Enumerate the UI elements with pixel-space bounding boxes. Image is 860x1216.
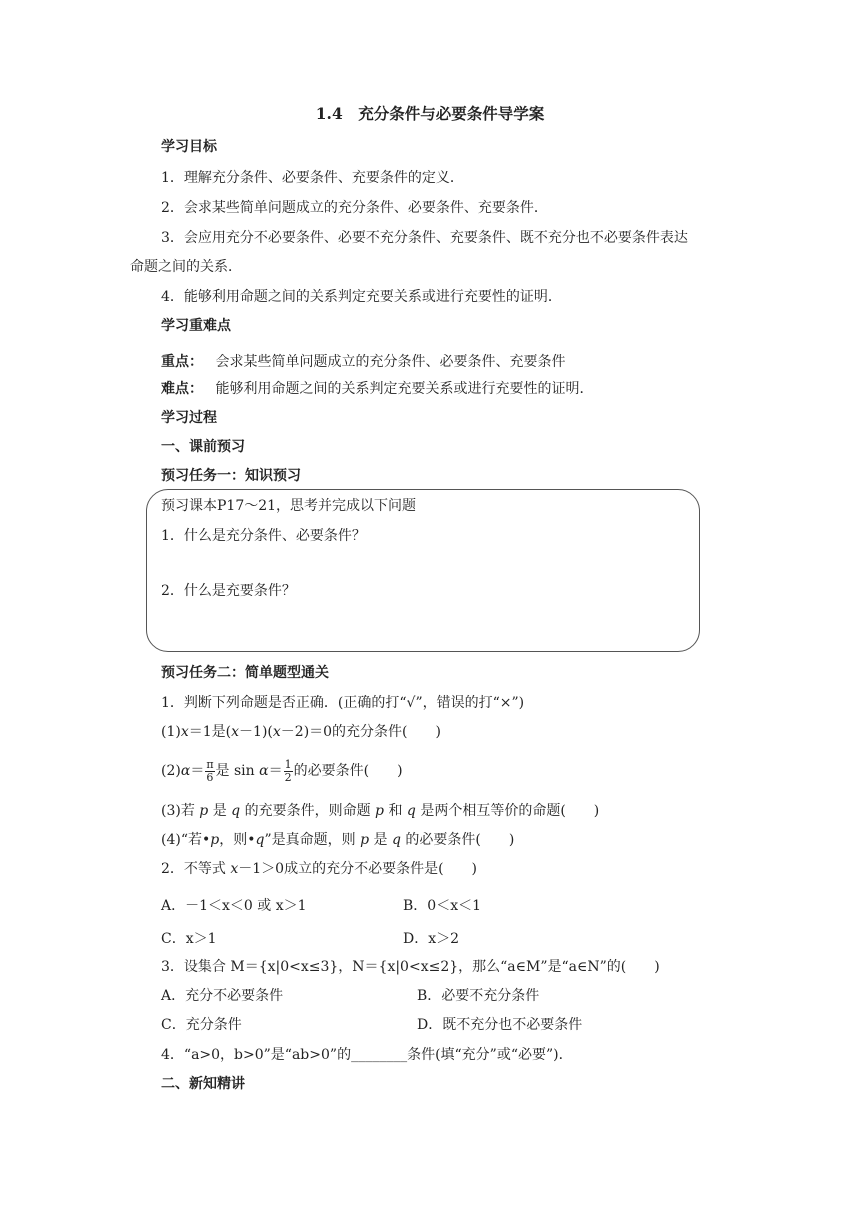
q1-3-f: p <box>375 803 384 819</box>
section-2-heading: 二、新知精讲 <box>161 1076 245 1092</box>
q1-4-c: ，则• <box>219 832 256 848</box>
q1-3-d: q <box>231 803 241 819</box>
box-question-2: 2．什么是充要条件？ <box>161 583 296 599</box>
question-1-1 <box>161 722 441 742</box>
key-points-heading: 学习重难点 <box>161 318 231 334</box>
q2-b: x <box>230 861 239 877</box>
q1-2-end: 的必要条件( ) <box>293 763 403 779</box>
difficulty-label: 难点： <box>161 381 203 397</box>
q3-option-c: C．充分条件 <box>161 1017 242 1033</box>
q2-option-d: D．x＞2 <box>403 931 460 947</box>
q1-3-i: 是两个相互等价的命题( ) <box>415 803 600 819</box>
page-title: 1.4 充分条件与必要条件导学案 <box>315 104 545 123</box>
fraction-denominator: 6 <box>206 770 214 784</box>
box-intro: 预习课本P17～21，思考并完成以下问题 <box>161 498 417 514</box>
q1-4-a: (4)“若• <box>161 832 211 848</box>
question-4: 4．“a>0，b>0”是“ab>0”的________条件(填“充分”或“必要”)． <box>161 1047 573 1063</box>
box-question-1: 1．什么是充分条件、必要条件？ <box>161 528 366 544</box>
question-2 <box>161 859 477 879</box>
q1-2-eq-2: ＝ <box>268 763 283 779</box>
q3-option-d: D．既不充分也不必要条件 <box>417 1017 583 1033</box>
task-2-heading: 预习任务二：简单题型通关 <box>161 665 329 681</box>
q1-1-g: －2)＝0的充分条件( ) <box>280 724 441 740</box>
q1-1-b: x <box>180 724 189 740</box>
q1-1-c: ＝1是( <box>188 724 232 740</box>
q1-1-d: x <box>231 724 240 740</box>
q3-option-a: A．充分不必要条件 <box>161 988 284 1004</box>
focus-label: 重点： <box>161 354 203 370</box>
q1-1-e: －1)( <box>239 724 273 740</box>
difficulty-line <box>161 379 593 399</box>
q1-2-alpha: α <box>180 763 191 779</box>
q1-4-e: ”是真命题，则 <box>264 832 361 848</box>
q2-c: －1＞0成立的充分不必要条件是( ) <box>238 861 478 877</box>
goals-heading: 学习目标 <box>161 139 217 155</box>
q1-2-alpha-2: α <box>259 763 269 779</box>
q1-2-eq: ＝ <box>190 763 205 779</box>
q1-2-pre: (2) <box>161 763 181 779</box>
q1-4-h: q <box>391 832 401 848</box>
focus-text: 会求某些简单问题成立的充分条件、必要条件、充要条件 <box>215 354 566 370</box>
question-1-3 <box>161 801 599 821</box>
focus-line <box>161 352 565 372</box>
q1-3-g: 和 <box>384 803 407 819</box>
q1-1-a: (1) <box>161 724 181 740</box>
question-3: 3．设集合 M＝{x|0<x≤3}，N＝{x|0<x≤2}，那么“a∈M”是“a∈N”的( ) <box>161 959 660 975</box>
q2-a: 2．不等式 <box>161 861 231 877</box>
difficulty-text: 能够利用命题之间的关系判定充要关系或进行充要性的证明． <box>215 381 594 397</box>
section-1-heading: 一、课前预习 <box>161 439 245 455</box>
q1-1-f: x <box>272 724 281 740</box>
q1-4-i: 的必要条件( ) <box>400 832 515 848</box>
goal-item-1: 1．理解充分条件、必要条件、充要条件的定义． <box>161 170 464 186</box>
q3-option-b: B．必要不充分条件 <box>417 988 540 1004</box>
process-heading: 学习过程 <box>161 410 217 426</box>
q1-4-b: p <box>210 832 220 848</box>
q1-3-a: (3)若 <box>161 803 200 819</box>
fraction-numerator: 1 <box>284 757 292 771</box>
q2-option-b: B．0＜x＜1 <box>403 898 481 914</box>
q1-2-mid: 是 sin <box>215 763 260 779</box>
fraction-pi-over-6 <box>205 759 214 784</box>
question-1-2 <box>161 756 403 786</box>
goal-item-3-cont: 命题之间的关系． <box>130 259 242 275</box>
goal-item-2: 2．会求某些简单问题成立的充分条件、必要条件、充要条件． <box>161 200 548 216</box>
q2-option-a: A．－1＜x＜0 或 x＞1 <box>161 898 307 914</box>
q1-3-b: p <box>199 803 209 819</box>
fraction-denominator: 2 <box>284 770 292 784</box>
q1-4-d: q <box>255 832 265 848</box>
q1-4-g: 是 <box>369 832 392 848</box>
goal-item-3: 3．会应用充分不必要条件、必要不充分条件、充要条件、既不充分也不必要条件表达 <box>161 230 688 246</box>
q1-4-f: p <box>360 832 370 848</box>
fraction-one-half <box>284 759 293 784</box>
q1-3-e: 的充要条件，则命题 <box>240 803 376 819</box>
task-1-heading: 预习任务一：知识预习 <box>161 468 301 484</box>
q1-3-h: q <box>406 803 416 819</box>
question-1-4 <box>161 830 514 850</box>
q2-option-c: C．x＞1 <box>161 931 217 947</box>
fraction-numerator: π <box>206 757 214 771</box>
question-1: 1．判断下列命题是否正确．(正确的打“√”，错误的打“×”) <box>161 695 525 711</box>
goal-item-4: 4．能够利用命题之间的关系判定充要关系或进行充要性的证明． <box>161 289 562 305</box>
q1-3-c: 是 <box>208 803 232 819</box>
